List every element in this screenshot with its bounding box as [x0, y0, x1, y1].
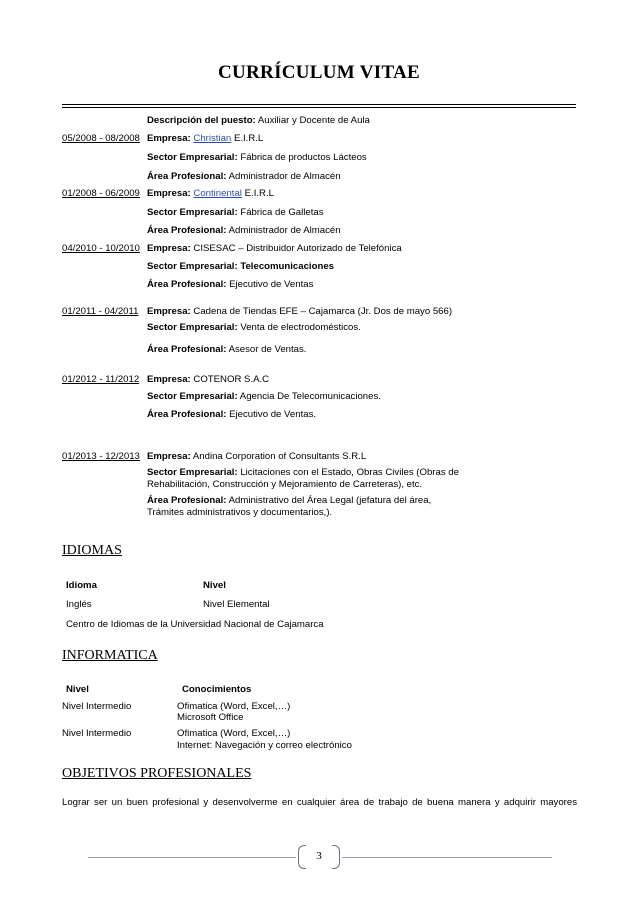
- sector-label: Sector Empresarial:: [147, 152, 238, 163]
- company-label: Empresa:: [147, 451, 191, 462]
- area-value: Administrativo del Área Legal (jefatura del área, Trámites administrativos y documentarios,).: [147, 495, 432, 518]
- footer-line-left: [88, 857, 296, 858]
- area-value: Administrador de Almacén: [228, 171, 341, 182]
- job-company: [147, 243, 402, 255]
- informatica-col-nivel: Nivel: [66, 684, 89, 695]
- informatica-row-nivel: Nivel Intermedio: [62, 701, 132, 712]
- sector-value: Fábrica de Galletas: [240, 207, 324, 218]
- informatica-col-conocimientos: Conocimientos: [182, 684, 252, 695]
- company-suffix: E.I.R.L: [244, 188, 274, 199]
- page-number: 3: [316, 850, 322, 862]
- area-label: Área Profesional:: [147, 495, 227, 506]
- company-label: Empresa:: [147, 306, 191, 317]
- area-label: Área Profesional:: [147, 171, 227, 182]
- area-label: Área Profesional:: [147, 409, 227, 420]
- company-name: COTENOR S.A.C: [193, 374, 270, 385]
- informatica-row-line1: Ofimatica (Word, Excel,…): [177, 701, 291, 712]
- job-dates: 01/2011 - 04/2011: [62, 306, 139, 317]
- job-dates: 04/2010 - 10/2010: [62, 243, 140, 254]
- company-name: Andina Corporation of Consultants S.R.L: [192, 451, 367, 462]
- idiomas-col-idioma: Idioma: [66, 580, 97, 591]
- sector-value: Venta de electrodomésticos.: [240, 322, 361, 333]
- section-heading-idiomas: IDIOMAS: [62, 543, 122, 558]
- informatica-row-line2: Internet: Navegación y correo electrónico: [177, 740, 352, 751]
- company-label: Empresa:: [147, 374, 191, 385]
- job-area: [147, 171, 341, 183]
- job-dates: 01/2012 - 11/2012: [62, 374, 140, 385]
- area-value: Ejecutivo de Ventas.: [229, 409, 317, 420]
- sector-label: Sector Empresarial:: [147, 467, 238, 478]
- job-dates: 05/2008 - 08/2008: [62, 133, 140, 144]
- informatica-row-line2: Microsoft Office: [177, 712, 244, 723]
- section-heading-informatica: INFORMATICA: [62, 648, 158, 663]
- job-sector: [147, 322, 361, 334]
- job-description-label: Descripción del puesto:: [147, 115, 256, 126]
- job-area: [147, 409, 316, 421]
- sector-value: Telecomunicaciones: [240, 261, 334, 272]
- job-dates: 01/2008 - 06/2009: [62, 188, 140, 199]
- job-sector: [147, 207, 324, 219]
- company-label: Empresa:: [147, 133, 191, 144]
- objetivos-text: Lograr ser un buen profesional y desenvolverme en cualquier área de trabajo de buena manera y adquirir mayores: [62, 797, 577, 808]
- sector-value: Agencia De Telecomunicaciones.: [239, 391, 381, 402]
- area-value: Asesor de Ventas.: [228, 344, 307, 355]
- job-sector: [147, 391, 381, 403]
- job-sector: [147, 467, 465, 491]
- job-sector: [147, 152, 367, 164]
- job-company: [147, 188, 274, 200]
- idiomas-row-idioma: Inglés: [66, 599, 92, 610]
- area-label: Área Profesional:: [147, 225, 227, 236]
- job-company: [147, 451, 366, 463]
- job-area: [147, 344, 306, 356]
- area-value: Administrador de Almacén: [228, 225, 341, 236]
- section-heading-objetivos: OBJETIVOS PROFESIONALES: [62, 766, 252, 781]
- sector-value: Licitaciones con el Estado, Obras Civiles (Obras de Rehabilitación, Construcción y Mejoramiento de Carreteras), etc.: [147, 467, 459, 490]
- company-link[interactable]: Christian: [193, 133, 232, 144]
- company-label: Empresa:: [147, 188, 191, 199]
- idiomas-col-nivel: Nivel: [203, 580, 226, 591]
- sector-label: Sector Empresarial:: [147, 207, 238, 218]
- company-suffix: E.I.R.L: [233, 133, 264, 144]
- sector-label: Sector Empresarial:: [147, 391, 238, 402]
- sector-label: Sector Empresarial:: [147, 322, 238, 333]
- company-name: CISESAC – Distribuidor Autorizado de Telefónica: [193, 243, 402, 254]
- area-label: Área Profesional:: [147, 279, 227, 290]
- job-area: [147, 225, 341, 237]
- company-link[interactable]: Continental: [193, 188, 242, 199]
- informatica-row-nivel: Nivel Intermedio: [62, 728, 132, 739]
- sector-value: Fábrica de productos Lácteos: [240, 152, 367, 163]
- job-dates: 01/2013 - 12/2013: [62, 451, 140, 462]
- job-area: [147, 279, 313, 291]
- job-sector: [147, 261, 334, 273]
- area-value: Ejecutivo de Ventas: [229, 279, 314, 290]
- company-name: Cadena de Tiendas EFE – Cajamarca (Jr. Dos de mayo 566): [193, 306, 453, 317]
- title-rule: [62, 104, 576, 108]
- job-description-row: [147, 115, 370, 127]
- job-description-value: Auxiliar y Docente de Aula: [257, 115, 370, 126]
- footer-line-right: [342, 857, 552, 858]
- job-company: [147, 306, 452, 318]
- informatica-row-line1: Ofimatica (Word, Excel,…): [177, 728, 291, 739]
- idiomas-note: Centro de Idiomas de la Universidad Nacional de Cajamarca: [66, 619, 324, 630]
- idiomas-row-nivel: Nivel Elemental: [203, 599, 270, 610]
- job-company: [147, 374, 269, 386]
- area-label: Área Profesional:: [147, 344, 227, 355]
- sector-label: Sector Empresarial:: [147, 261, 238, 272]
- job-area: [147, 495, 465, 519]
- company-label: Empresa:: [147, 243, 191, 254]
- page-title: CURRÍCULUM VITAE: [217, 62, 421, 83]
- job-company: [147, 133, 263, 145]
